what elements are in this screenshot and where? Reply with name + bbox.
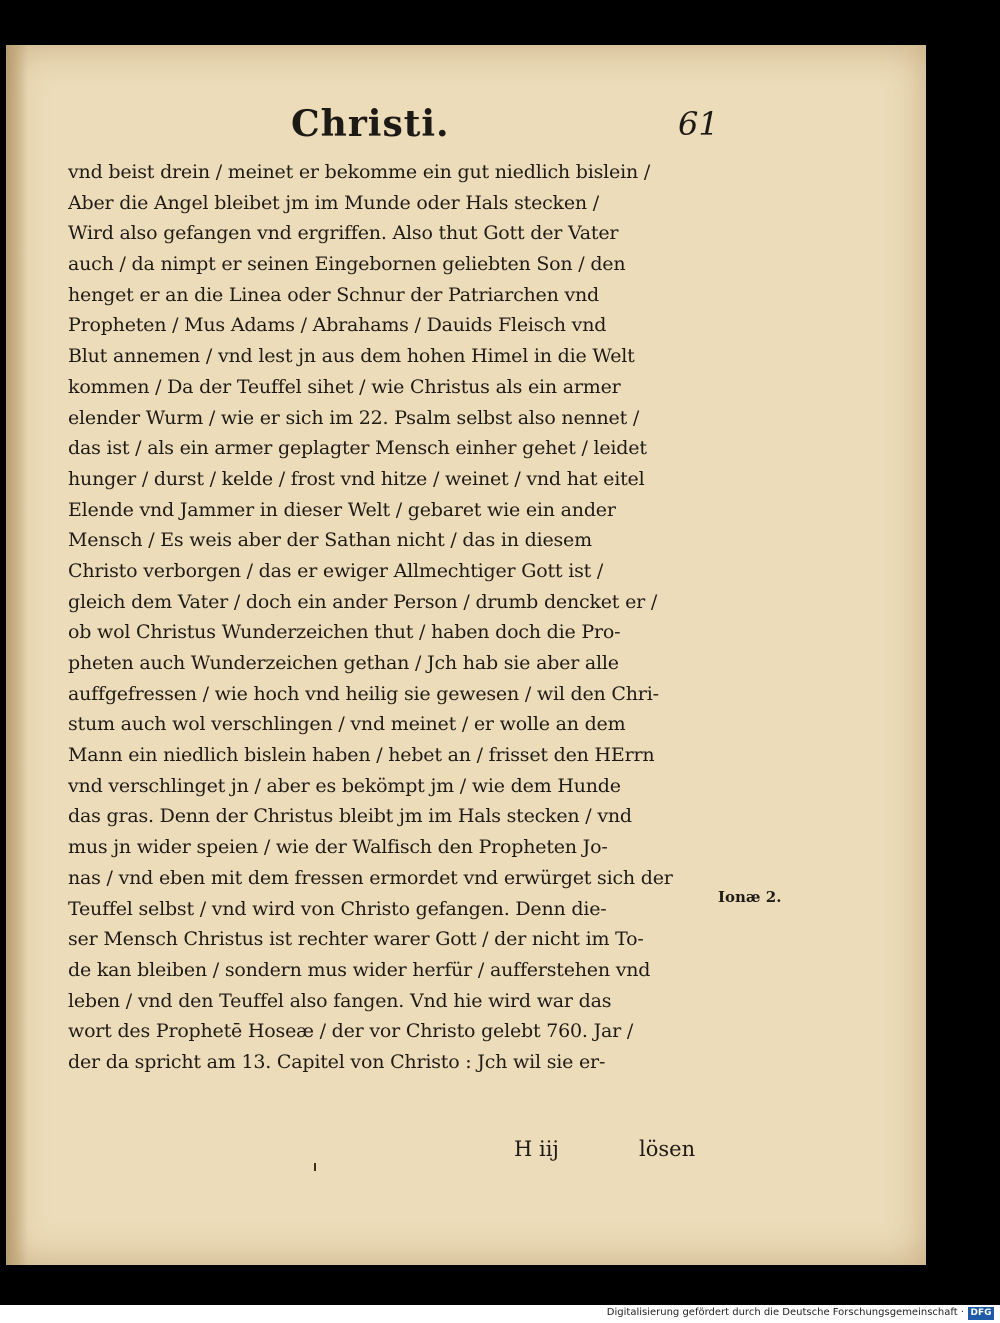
text-line: Propheten / Mus Adams / Abrahams / Dauids Fleisch vnd bbox=[68, 314, 607, 337]
signature-mark: H iij bbox=[514, 1137, 559, 1161]
page-gutter-shadow bbox=[6, 45, 28, 1265]
text-line: das ist / als ein armer geplagter Mensch einher gehet / leidet bbox=[68, 437, 647, 460]
dfg-logo[interactable]: DFG bbox=[968, 1307, 994, 1320]
text-line: wort des Prophetē Hoseæ / der vor Christo gelebt 760. Jar / bbox=[68, 1020, 634, 1043]
text-line: auch / da nimpt er seinen Eingebornen geliebten Son / den bbox=[68, 253, 626, 276]
text-line: Wird also gefangen vnd ergriffen. Also thut Gott der Vater bbox=[68, 222, 619, 245]
text-line: Teuffel selbst / vnd wird von Christo gefangen. Denn die- bbox=[68, 897, 607, 920]
page-header bbox=[6, 103, 926, 153]
margin-note: Ionæ 2. bbox=[718, 888, 782, 906]
text-line: Mensch / Es weis aber der Sathan nicht / das in diesem bbox=[68, 529, 592, 552]
text-line: Elende vnd Jammer in dieser Welt / gebaret wie ein ander bbox=[68, 498, 616, 521]
text-line: hunger / durst / kelde / frost vnd hitze / weinet / vnd hat eitel bbox=[68, 467, 645, 490]
text-line: elender Wurm / wie er sich im 22. Psalm selbst also nennet / bbox=[68, 406, 640, 429]
body-text bbox=[68, 157, 718, 1078]
text-line: kommen / Da der Teuffel sihet / wie Christus als ein armer bbox=[68, 375, 621, 398]
text-line: das gras. Denn der Christus bleibt jm im Hals stecken / vnd bbox=[68, 805, 632, 828]
text-line: leben / vnd den Teuffel also fangen. Vnd hie wird war das bbox=[68, 989, 612, 1012]
text-line: vnd beist drein / meinet er bekomme ein gut niedlich bislein / bbox=[68, 161, 651, 183]
text-line: nas / vnd eben mit dem fressen ermordet vnd erwürget sich der bbox=[68, 866, 673, 889]
text-line: auffgefressen / wie hoch vnd heilig sie gewesen / wil den Chri- bbox=[68, 682, 659, 705]
text-line: der da spricht am 13. Capitel von Christo : Jch wil sie er- bbox=[68, 1050, 606, 1073]
text-line: Mann ein niedlich bislein haben / hebet an / frisset den HErrn bbox=[68, 744, 655, 767]
ink-speck bbox=[314, 1163, 316, 1171]
text-line: ser Mensch Christus ist rechter warer Gott / der nicht im To- bbox=[68, 928, 644, 951]
funding-credit: Digitalisierung gefördert durch die Deutsche Forschungsgemeinschaft · bbox=[606, 1307, 964, 1318]
page-number: 61 bbox=[678, 105, 719, 143]
text-line: ob wol Christus Wunderzeichen thut / haben doch die Pro- bbox=[68, 621, 621, 644]
book-page bbox=[6, 45, 926, 1265]
text-line: Christo verborgen / das er ewiger Allmechtiger Gott ist / bbox=[68, 559, 604, 582]
digitization-footer bbox=[0, 1305, 1000, 1323]
text-line: stum auch wol verschlingen / vnd meinet / er wolle an dem bbox=[68, 713, 626, 736]
text-line: Blut annemen / vnd lest jn aus dem hohen Himel in die Welt bbox=[68, 345, 635, 368]
text-line: pheten auch Wunderzeichen gethan / Jch hab sie aber alle bbox=[68, 652, 619, 674]
text-line: vnd verschlinget jn / aber es bekömpt jm / wie dem Hunde bbox=[68, 774, 621, 797]
catchword: lösen bbox=[639, 1137, 696, 1161]
text-line: Aber die Angel bleibet jm im Munde oder Hals stecken / bbox=[68, 191, 599, 214]
running-head: Christi. bbox=[291, 103, 450, 145]
text-line: mus jn wider speien / wie der Walfisch den Propheten Jo- bbox=[68, 836, 608, 859]
text-line: henget er an die Linea oder Schnur der Patriarchen vnd bbox=[68, 283, 600, 306]
text-line: de kan bleiben / sondern mus wider herfür / aufferstehen vnd bbox=[68, 958, 651, 981]
text-line: gleich dem Vater / doch ein ander Person / drumb dencket er / bbox=[68, 590, 658, 613]
page-footer-line bbox=[514, 1137, 724, 1167]
